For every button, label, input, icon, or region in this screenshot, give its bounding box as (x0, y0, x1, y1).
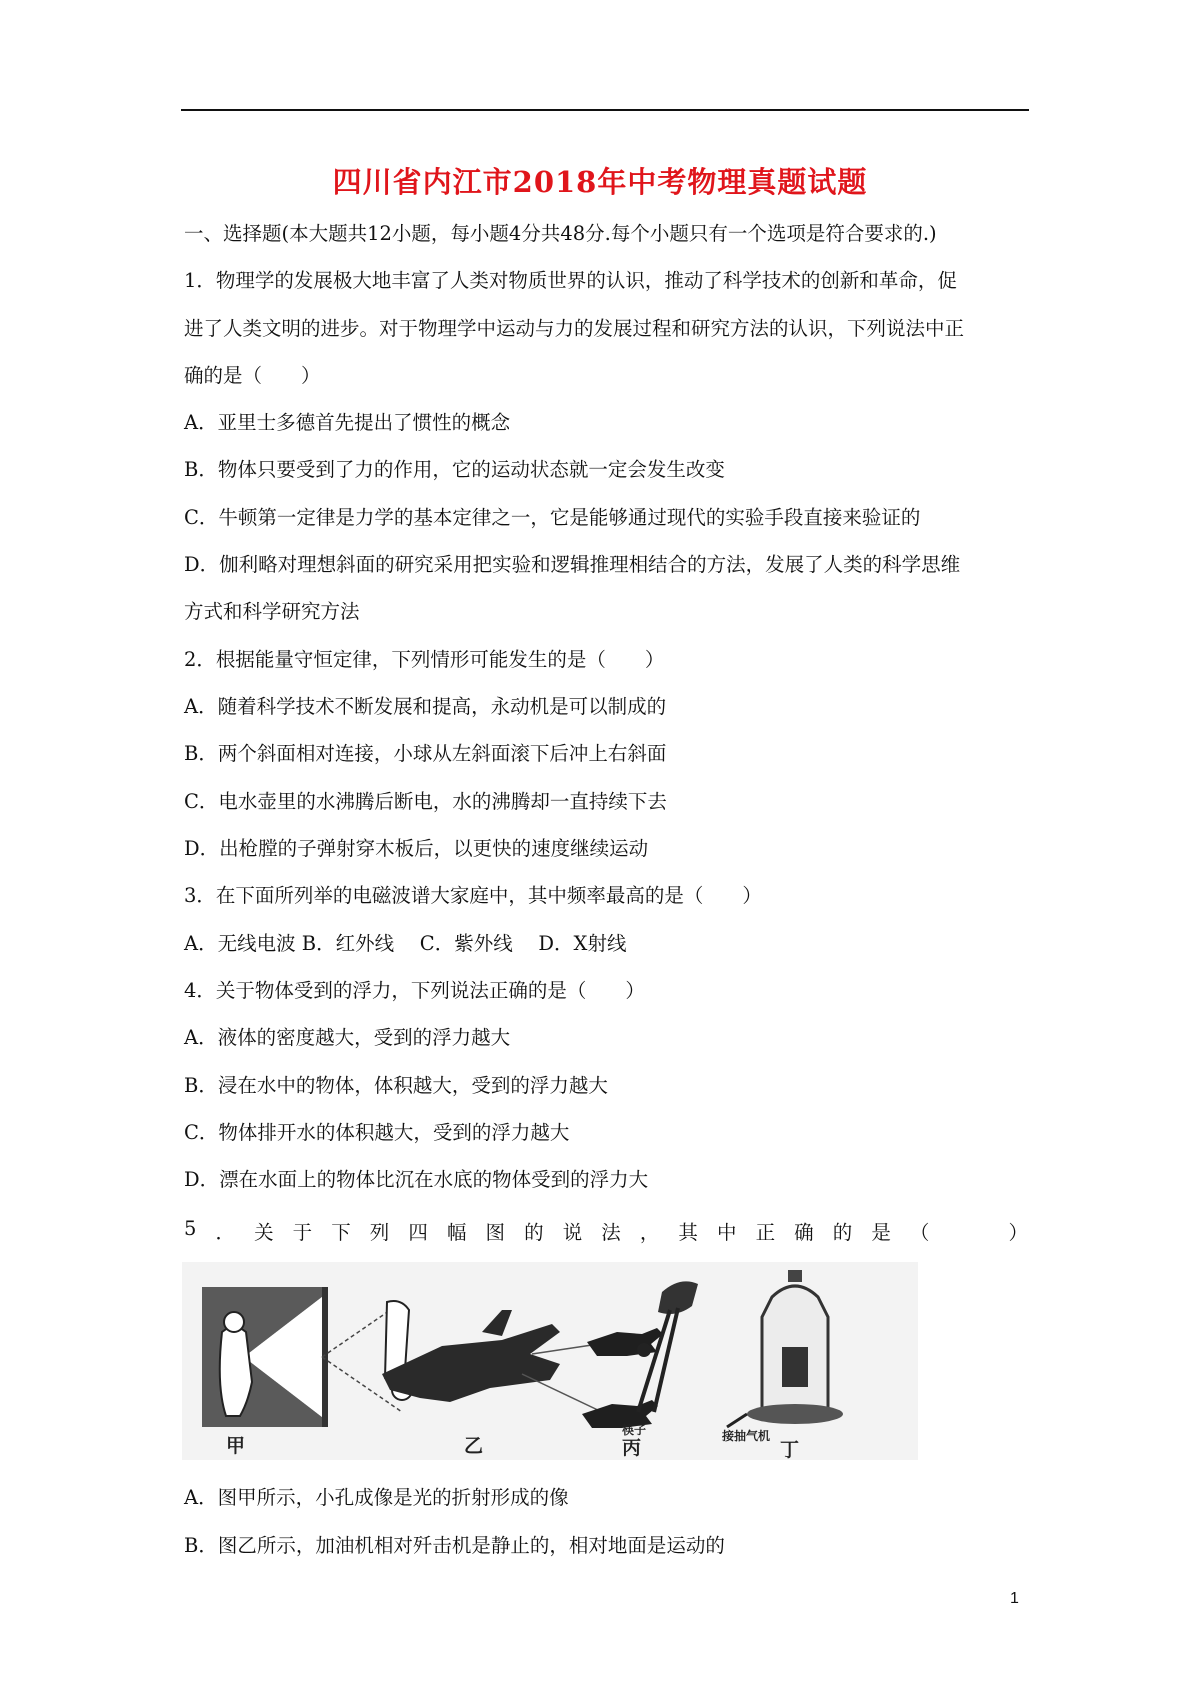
q5-char: 幅 (446, 1221, 467, 1244)
text-line: B．浸在水中的物体，体积越大，受到的浮力越大 (184, 1074, 608, 1097)
text-line: C．电水壶里的水沸腾后断电，水的沸腾却一直持续下去 (184, 790, 667, 813)
text-line: 进了人类文明的进步。对于物理学中运动与力的发展过程和研究方法的认识，下列说法中正 (184, 317, 965, 340)
text-line: C．物体排开水的体积越大，受到的浮力越大 (184, 1121, 570, 1144)
q5-char: 图 (485, 1221, 506, 1244)
q5-char: 关 (254, 1221, 274, 1244)
q5-char: ． (215, 1221, 235, 1244)
q5-char: 其 (678, 1221, 698, 1244)
text-line: 4．关于物体受到的浮力，下列说法正确的是（ ） (184, 979, 645, 1002)
q5-char: 下 (331, 1221, 351, 1244)
text-line: A．液体的密度越大，受到的浮力越大 (184, 1026, 511, 1049)
text-line: 1．物理学的发展极大地丰富了人类对物质世界的认识，推动了科学技术的创新和革命，促 (184, 269, 957, 292)
q5-char: 列 (369, 1221, 390, 1244)
q5-char: 四 (408, 1221, 428, 1244)
q5-char: 是 (871, 1221, 891, 1244)
caption-ding: 丁 (780, 1439, 800, 1460)
caption-bing: 丙 (622, 1437, 642, 1459)
text-line: D．出枪膛的子弹射穿木板后，以更快的速度继续运动 (184, 837, 649, 860)
text-line: B．图乙所示，加油机相对歼击机是静止的，相对地面是运动的 (184, 1534, 725, 1557)
text-line: C．牛顿第一定律是力学的基本定律之一，它是能够通过现代的实验手段直接来验证的 (184, 506, 921, 529)
text-line: A．无线电波 B．红外线 C．紫外线 D．X射线 (184, 932, 627, 955)
label-chopsticks: 筷子 (622, 1423, 647, 1437)
text-line: 方式和科学研究方法 (184, 600, 360, 623)
q5-char: 的 (832, 1221, 853, 1244)
q5-char: 于 (292, 1221, 313, 1244)
header-rule (181, 109, 1029, 111)
q5-char: ） (1008, 1221, 1028, 1244)
q5-char: （ (909, 1221, 930, 1244)
section-header: 一、选择题(本大题共12小题，每小题4分共48分.每个小题只有一个选项是符合要求的.) (184, 222, 937, 245)
q5-char: 中 (717, 1221, 737, 1244)
page-title: 四川省内江市2018年中考物理真题试题 (332, 165, 868, 199)
caption-jia: 甲 (226, 1435, 246, 1457)
q5-char: 5 (184, 1217, 197, 1240)
text-line: 2．根据能量守恒定律，下列情形可能发生的是（ ） (184, 648, 665, 671)
text-line: B．两个斜面相对连接，小球从左斜面滚下后冲上右斜面 (184, 742, 667, 765)
text-line: 确的是（ ） (184, 364, 321, 387)
q5-char: 法 (601, 1221, 621, 1244)
text-line: 3．在下面所列举的电磁波谱大家庭中，其中频率最高的是（ ） (184, 884, 762, 907)
q5-char: 正 (755, 1221, 776, 1244)
question-5-stem (184, 1217, 1028, 1245)
text-line: A．亚里士多德首先提出了惯性的概念 (184, 411, 511, 434)
text-line: D．伽利略对理想斜面的研究采用把实验和逻辑推理相结合的方法，发展了人类的科学思维 (184, 553, 961, 576)
text-line: B．物体只要受到了力的作用，它的运动状态就一定会发生改变 (184, 458, 725, 481)
question-5-figure (182, 1262, 918, 1460)
q5-char: 确 (794, 1221, 814, 1244)
text-line: D．漂在水面上的物体比沉在水底的物体受到的浮力大 (184, 1168, 649, 1191)
q5-char: 说 (562, 1221, 583, 1244)
page-number: 1 (1010, 1590, 1019, 1607)
text-line: A．图甲所示，小孔成像是光的折射形成的像 (184, 1486, 569, 1509)
q5-char: ， (639, 1221, 660, 1244)
q5-char: 的 (524, 1221, 544, 1244)
text-line: A．随着科学技术不断发展和提高，永动机是可以制成的 (184, 695, 667, 718)
label-air-pump: 接抽气机 (722, 1429, 771, 1443)
caption-yi: 乙 (464, 1435, 484, 1457)
